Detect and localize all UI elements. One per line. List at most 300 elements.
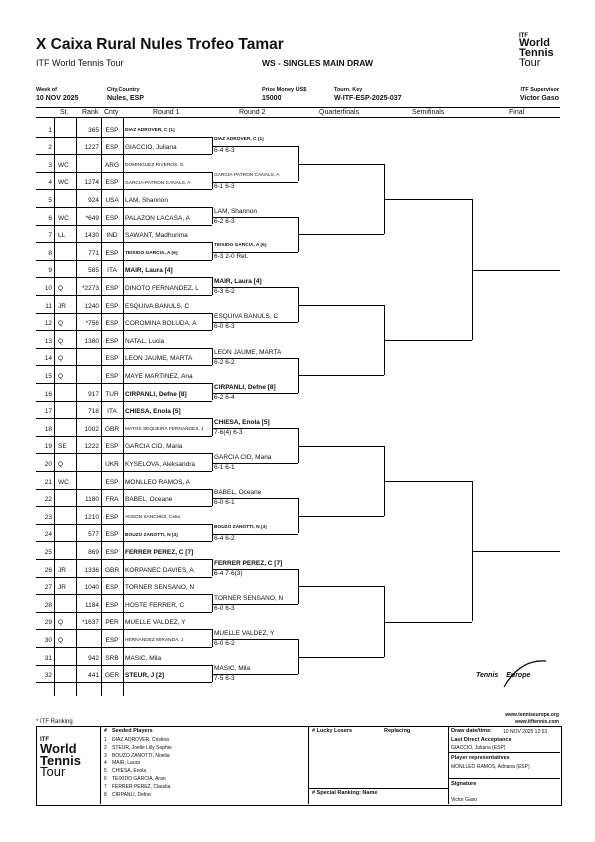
entry-status: Q [58, 337, 64, 345]
player-rank: 924 [88, 196, 99, 204]
player-row-rule [36, 330, 212, 331]
player-name[interactable]: LAM, Shannon [125, 196, 169, 204]
logo-line-1: ITF [519, 33, 528, 39]
round1-bracket [212, 665, 213, 683]
seed-player-name: MAIR, Laura [112, 760, 141, 767]
player-rank: 869 [88, 548, 99, 556]
footer-special-rule [308, 788, 448, 789]
player-row-rule [36, 172, 212, 173]
player-country: TUR [105, 390, 119, 398]
round2-winner[interactable]: GARCIA CID, Maria [214, 454, 272, 462]
url-tenniseurope[interactable]: www.tenniseurope.org [505, 712, 559, 718]
col-semifinals: Semifinals [412, 109, 445, 116]
round2-winner[interactable]: TORNER SENSANO, N [214, 594, 284, 602]
player-row-rule [36, 383, 212, 384]
player-country: ESP [105, 126, 119, 134]
draw-position: 14 [44, 355, 52, 363]
logo-line-2: World [519, 37, 550, 50]
draw-position: 16 [44, 390, 52, 398]
player-name[interactable]: MONLLEO RAMOS, A [125, 478, 191, 486]
player-row-rule [36, 471, 212, 472]
round1-bracket [212, 207, 213, 225]
player-country: ESP [105, 478, 119, 486]
player-country: ESP [105, 584, 119, 592]
seed-number: 5 [104, 768, 107, 775]
round1-bracket [212, 559, 213, 577]
signature-value: Victor Gaso [451, 797, 478, 803]
city-label: City,Country [107, 87, 140, 93]
player-row-rule [36, 401, 212, 402]
player-row-rule [36, 524, 212, 525]
round2-score: 6-1 6-3 [214, 182, 235, 190]
tour-subtitle: ITF World Tennis Tour [36, 58, 124, 68]
player-row-rule [36, 436, 212, 437]
player-row-rule [36, 682, 212, 683]
player-country: PER [105, 619, 119, 627]
url-itftennis[interactable]: www.itftennis.com [515, 719, 559, 725]
logo-line-4: Tour [519, 56, 541, 69]
player-name[interactable]: STEUR, J [2] [125, 672, 165, 680]
col-quarterfinals: Quarterfinals [319, 109, 360, 116]
player-name[interactable]: COROMINA BOLUDA, A [125, 320, 197, 328]
round1-bracket [212, 277, 213, 295]
player-row-rule [36, 313, 212, 314]
draw-position: 21 [44, 478, 52, 486]
player-name[interactable]: KYSELOVA, Aleksandra [125, 460, 195, 468]
entry-status: WC [58, 179, 69, 187]
entry-status: WC [58, 478, 69, 486]
tourn-key-value: W-ITF-ESP-2025-037 [334, 95, 402, 102]
logo-line-3: Tennis [519, 46, 554, 59]
draw-position: 18 [44, 425, 52, 433]
final-line [472, 551, 560, 552]
tennis-europe-text-1: Tennis [476, 672, 499, 679]
draw-position: 15 [44, 372, 52, 380]
draw-position: 5 [48, 196, 52, 204]
player-country: ESP [105, 636, 119, 644]
draw-position: 22 [44, 496, 52, 504]
round2-winner[interactable]: FERRER PEREZ, C [7] [214, 559, 283, 567]
draw-position: 10 [44, 284, 52, 292]
player-rank: 917 [88, 390, 99, 398]
player-rank: 1222 [84, 443, 99, 451]
round2-score: 6-2 6-3 [214, 217, 235, 225]
player-name[interactable]: LEON JAUME, MARTA [125, 355, 193, 363]
week-label: Week of [36, 87, 57, 93]
player-reps-label: Player representatives [451, 755, 510, 761]
tournament-title: X Caixa Rural Nules Trofeo Tamar [36, 36, 284, 53]
round1-bracket [212, 172, 213, 190]
quarterfinal-line [298, 375, 384, 376]
draw-position: 13 [44, 337, 52, 345]
tennis-europe-text-2: Europe [506, 672, 531, 679]
player-country: ESP [105, 443, 119, 451]
entry-status: Q [58, 636, 64, 644]
player-country: USA [105, 196, 119, 204]
player-rank: *1637 [82, 619, 99, 627]
player-country: UKR [105, 460, 119, 468]
player-country: ITA [107, 408, 117, 416]
player-row-rule [36, 277, 212, 278]
footer-logo-line-4: Tour [40, 764, 66, 780]
entry-status: SE [58, 443, 67, 451]
round1-bracket [212, 594, 213, 612]
round2-winner[interactable]: GARCIA-PATRON CANALS, A [214, 172, 280, 178]
draw-position: 12 [44, 320, 52, 328]
player-rank: *2273 [82, 284, 99, 292]
draw-position: 25 [44, 548, 52, 556]
seed-player-name: DIAZ ADROVER, Cristina [112, 737, 169, 743]
entry-status: Q [58, 355, 64, 363]
player-name[interactable]: TEIXIDO GARCIA, A [6] [125, 251, 178, 257]
draw-position: 26 [44, 566, 52, 574]
footer-logo-line-3: Tennis [40, 752, 81, 768]
player-row-rule [36, 647, 212, 648]
player-country: ESP [105, 372, 119, 380]
player-name[interactable]: GIACCIO, Juliana [125, 144, 177, 152]
player-row-rule [36, 612, 212, 613]
round2-winner[interactable]: MUELLE VALDEZ, Y [214, 630, 275, 638]
draw-position: 27 [44, 584, 52, 592]
player-rank: 1210 [84, 513, 99, 521]
player-row-rule [36, 594, 212, 595]
draw-position: 6 [48, 214, 52, 222]
entry-status: JR [58, 566, 66, 574]
player-country: ESP [105, 284, 119, 292]
player-rank: 1336 [84, 566, 99, 574]
lucky-losers-label: # Lucky Losers [312, 728, 353, 734]
seeded-title: Seeded Players [112, 728, 153, 734]
last-direct-value: GIACCIO, Juliana (ESP) [451, 745, 506, 751]
round2-score: 6-3 6-2 [214, 288, 235, 296]
player-row-rule [36, 665, 212, 666]
draw-position: 24 [44, 531, 52, 539]
player-row-rule [36, 453, 212, 454]
tourn-key-label: Tourn. Key [334, 87, 363, 93]
round2-winner[interactable]: LAM, Shannon [214, 207, 258, 215]
round1-bracket [212, 524, 213, 542]
player-name[interactable]: BOUZO ZANOTTI, N [3] [125, 532, 178, 538]
round1-bracket [212, 137, 213, 155]
player-row-rule [36, 225, 212, 226]
entry-status: Q [58, 460, 64, 468]
signature-label: Signature [451, 781, 477, 787]
player-name[interactable]: DIAZ ADROVER, C [1] [125, 128, 175, 133]
player-rank: 771 [88, 249, 99, 257]
seed-number: 2 [104, 744, 107, 751]
player-name[interactable]: ANSON SANCHEZ, Celia [125, 515, 180, 521]
draw-name: WS - SINGLES MAIN DRAW [262, 58, 373, 68]
player-country: ESP [105, 601, 119, 609]
player-name[interactable]: MASIC, Mila [125, 654, 162, 662]
player-name[interactable]: MAIR, Laura [4] [125, 267, 173, 275]
round2-winner[interactable]: CHIESA, Enola [5] [214, 418, 270, 426]
player-country: ESP [105, 355, 119, 363]
player-name[interactable]: HOSTE FERRER, C [125, 601, 185, 609]
seed-number: 4 [104, 760, 107, 767]
seed-player-name: FERRER PEREZ, Claudia [112, 783, 171, 790]
player-rank: 1227 [84, 144, 99, 152]
seed-number: 6 [104, 776, 107, 782]
player-rank: 1040 [84, 584, 99, 592]
seed-player-name: STEUR, Joelle Lilly Sophie [112, 744, 172, 751]
round2-winner[interactable]: ESQUIVA BANULS, C [214, 313, 279, 321]
player-row-rule [36, 577, 212, 578]
replacing-label: Replacing [384, 728, 411, 734]
player-row-rule [36, 489, 212, 490]
round2-winner[interactable]: BOUZO ZANOTTI, N [3] [214, 524, 267, 530]
round2-score: 6-0 6-2 [214, 640, 235, 648]
player-row-rule [36, 348, 212, 349]
player-country: ESP [105, 144, 119, 152]
player-country: ITA [107, 267, 117, 275]
player-rank: 942 [88, 654, 99, 662]
player-rank: 1380 [84, 337, 99, 345]
round2-winner[interactable]: LEON JAUME, MARTA [214, 348, 282, 356]
semifinal-line [384, 340, 472, 341]
quarterfinal-line [298, 234, 384, 235]
seed-player-name: TEIXIDO GARCIA, Aran [112, 776, 166, 782]
seed-number: 7 [104, 783, 107, 790]
round1-bracket [212, 418, 213, 436]
entry-status: WC [58, 161, 69, 169]
player-rank: 365 [88, 126, 99, 134]
player-row-rule [36, 506, 212, 507]
col-cnty: Cnty [104, 109, 119, 116]
player-name[interactable]: MUELLE VALDEZ, Y [125, 619, 186, 627]
draw-position: 28 [44, 601, 52, 609]
draw-position: 1 [48, 126, 52, 134]
player-name[interactable]: MATOS SEQUEIRA FERNANDES, J [125, 427, 204, 433]
footer-divider-2 [308, 726, 309, 804]
supervisor-value: Victor Gaso [519, 95, 559, 102]
round2-score: 6-3 2-0 Ret. [214, 252, 249, 260]
player-name[interactable]: CIRPANLI, Defne [8] [125, 390, 187, 398]
round2-score: 6-2 6-4 [214, 393, 235, 401]
draw-position: 2 [48, 144, 52, 152]
round2-winner[interactable]: TEIXIDO GARCIA, A [6] [214, 242, 267, 248]
player-country: ESP [105, 513, 119, 521]
itf-world-tennis-tour-logo [519, 34, 554, 68]
itf-logo-footer [40, 738, 81, 778]
player-name[interactable]: MAYE MARTINEZ, Ana [125, 372, 193, 380]
player-name[interactable]: CHIESA, Enola [5] [125, 408, 181, 416]
entry-status: Q [58, 619, 64, 627]
player-rank: 1180 [85, 496, 99, 504]
player-rank: 1240 [84, 302, 99, 310]
round2-score: 6-0 6-3 [214, 323, 235, 331]
player-country: ESP [105, 337, 119, 345]
draw-position: 20 [44, 460, 52, 468]
player-rank: 585 [88, 267, 99, 275]
player-name[interactable]: PALAZON LACASA, A [125, 214, 190, 222]
player-country: SRB [105, 654, 119, 662]
round1-bracket [212, 489, 213, 507]
draw-position: 19 [44, 443, 52, 451]
header-rule-bottom [36, 117, 560, 118]
player-row-rule [36, 418, 212, 419]
player-country: GER [104, 672, 120, 680]
player-country: IND [106, 232, 118, 240]
round2-score: 6-2 6-2 [214, 358, 235, 366]
seed-number: 8 [104, 791, 107, 798]
draw-position: 29 [44, 619, 52, 627]
draw-position: 30 [44, 636, 52, 644]
last-direct-label: Last Direct Acceptance [451, 737, 512, 743]
draw-position: 3 [48, 161, 52, 169]
footer-rule-b [448, 778, 560, 779]
player-row-rule [36, 207, 212, 208]
player-name[interactable]: SAWANT, Madhurima [125, 232, 188, 240]
player-country: ESP [105, 320, 119, 328]
draw-position: 7 [48, 232, 52, 240]
col-final: Final [509, 109, 525, 116]
col-round2: Round 2 [239, 109, 266, 116]
player-rank: 1430 [84, 232, 99, 240]
supervisor-label: ITF Supervisor [520, 87, 559, 93]
player-reps-value: MONLLEO RAMOS, Adriana (ESP) [451, 764, 530, 770]
player-country: GBR [104, 425, 120, 433]
player-country: ARG [104, 161, 120, 169]
player-country: ESP [105, 249, 119, 257]
round2-winner[interactable]: DIAZ ADROVER, C [1] [214, 137, 264, 143]
draw-position: 4 [48, 179, 52, 187]
player-name[interactable]: KORPANEC DAVIES, A [125, 566, 194, 574]
table-col-divider [123, 117, 124, 696]
player-name[interactable]: NATAL, Lucia [125, 337, 165, 345]
draw-datetime-label: Draw date/time: [451, 728, 492, 734]
player-name[interactable]: DOMINGUEZ RIVEROS, G [125, 163, 184, 169]
footer-logo-line-1: ITF [40, 737, 49, 743]
entry-status: Q [58, 284, 64, 292]
player-country: ESP [105, 302, 119, 310]
player-row-rule [36, 629, 212, 630]
footer-divider-3 [448, 726, 449, 804]
player-rank: 718 [88, 408, 99, 416]
col-st: St. [60, 109, 69, 116]
seeded-hash: # [104, 728, 108, 734]
seed-player-name: CIRPANLI, Defne [112, 791, 151, 798]
player-country: ESP [105, 548, 119, 556]
round2-winner[interactable]: MASIC, Mila [214, 665, 251, 673]
player-rank: 1002 [84, 425, 99, 433]
player-name[interactable]: GARCIA-PATRON CANALS, A [125, 180, 191, 186]
player-country: ESP [105, 214, 119, 222]
round1-bracket [212, 629, 213, 647]
semifinal-line [384, 481, 472, 482]
entry-status: Q [58, 320, 64, 328]
player-row-rule [36, 242, 212, 243]
player-country: ESP [105, 179, 119, 187]
draw-position: 8 [48, 249, 52, 257]
semifinal-line [384, 622, 472, 623]
player-name[interactable]: BABEL, Oceane [125, 496, 173, 504]
player-name[interactable]: HERNANDEZ MIRANDA, J [125, 638, 184, 644]
quarterfinal-line [298, 164, 384, 165]
player-rank: 441 [88, 672, 99, 680]
draw-position: 32 [44, 672, 52, 680]
seed-player-name: BOUZO ZANOTTI, Noelia [112, 752, 170, 759]
prize-value: 15000 [262, 95, 282, 102]
round1-bracket [212, 348, 213, 366]
draw-datetime-value: 10 NOV 2025 12:53 [503, 729, 548, 735]
player-name[interactable]: GARCIA CID, Maria [125, 443, 183, 451]
player-country: ESP [105, 531, 119, 539]
player-row-rule [36, 137, 212, 138]
seed-number: 1 [104, 737, 107, 743]
entry-status: JR [58, 584, 66, 592]
round1-bracket [212, 242, 213, 260]
entry-status: Q [58, 372, 64, 380]
prize-label: Prize Money US$ [262, 87, 307, 93]
final-line [472, 270, 560, 271]
player-row-rule [36, 559, 212, 560]
seed-player-name: CHIESA, Enola [112, 768, 147, 775]
entry-status: LL [58, 232, 66, 240]
player-row-rule [36, 541, 212, 542]
header-rule-top [36, 107, 560, 108]
player-name[interactable]: DINOTO FERNANDEZ, L [125, 284, 199, 292]
round2-score: 6-1 6-1 [214, 464, 235, 472]
week-value: 10 NOV 2025 [36, 95, 79, 102]
footer-rule-a [448, 752, 560, 753]
player-rank: 1184 [85, 601, 99, 609]
round2-winner[interactable]: CIRPANLI, Defne [8] [214, 383, 276, 391]
round1-bracket [212, 313, 213, 331]
player-row-rule [36, 295, 212, 296]
player-rank: *756 [85, 320, 99, 328]
round2-winner[interactable]: MAIR, Laura [4] [214, 278, 262, 286]
quarterfinal-line [298, 446, 384, 447]
city-value: Nules, ESP [107, 95, 144, 102]
round2-score: 6-4 6-3 [214, 147, 235, 155]
itf-ranking-note: * ITF Ranking [36, 719, 73, 725]
player-rank: *649 [85, 214, 99, 222]
player-rank: 1274 [84, 179, 99, 187]
round2-score: 6-0 6-1 [214, 499, 235, 507]
quarterfinal-line [298, 516, 384, 517]
entry-status: JR [58, 302, 66, 310]
special-ranking-label: # Special Ranking: Name [312, 790, 378, 796]
player-row-rule [36, 260, 212, 261]
player-name[interactable]: ESQUIVA BANULS, C [125, 302, 190, 310]
player-row-rule [36, 189, 212, 190]
draw-position: 17 [44, 408, 52, 416]
entry-status: WC [58, 214, 69, 222]
round2-winner[interactable]: BABEL, Oceane [214, 489, 262, 497]
round1-bracket [212, 453, 213, 471]
semifinal-line [384, 199, 472, 200]
player-row-rule [36, 154, 212, 155]
player-country: GBR [104, 566, 120, 574]
draw-position: 23 [44, 513, 52, 521]
col-round1: Round 1 [153, 109, 180, 116]
col-rank: Rank [82, 109, 99, 116]
player-rank: 577 [88, 531, 99, 539]
draw-position: 31 [44, 654, 52, 662]
quarterfinal-line [298, 657, 384, 658]
player-row-rule [36, 365, 212, 366]
round2-score: 7-5 6-3 [214, 675, 235, 683]
seed-number: 3 [104, 752, 107, 759]
round2-score: 6-4 7-6(3) [214, 569, 243, 577]
round2-score: 6-4 6-2 [214, 534, 235, 542]
draw-position: 9 [48, 267, 52, 275]
player-name[interactable]: FERRER PEREZ, C [7] [125, 548, 194, 556]
round2-score: 7-6(4) 6-3 [214, 428, 243, 436]
player-name[interactable]: TORNER SENSANO, N [125, 584, 195, 592]
quarterfinal-line [298, 586, 384, 587]
